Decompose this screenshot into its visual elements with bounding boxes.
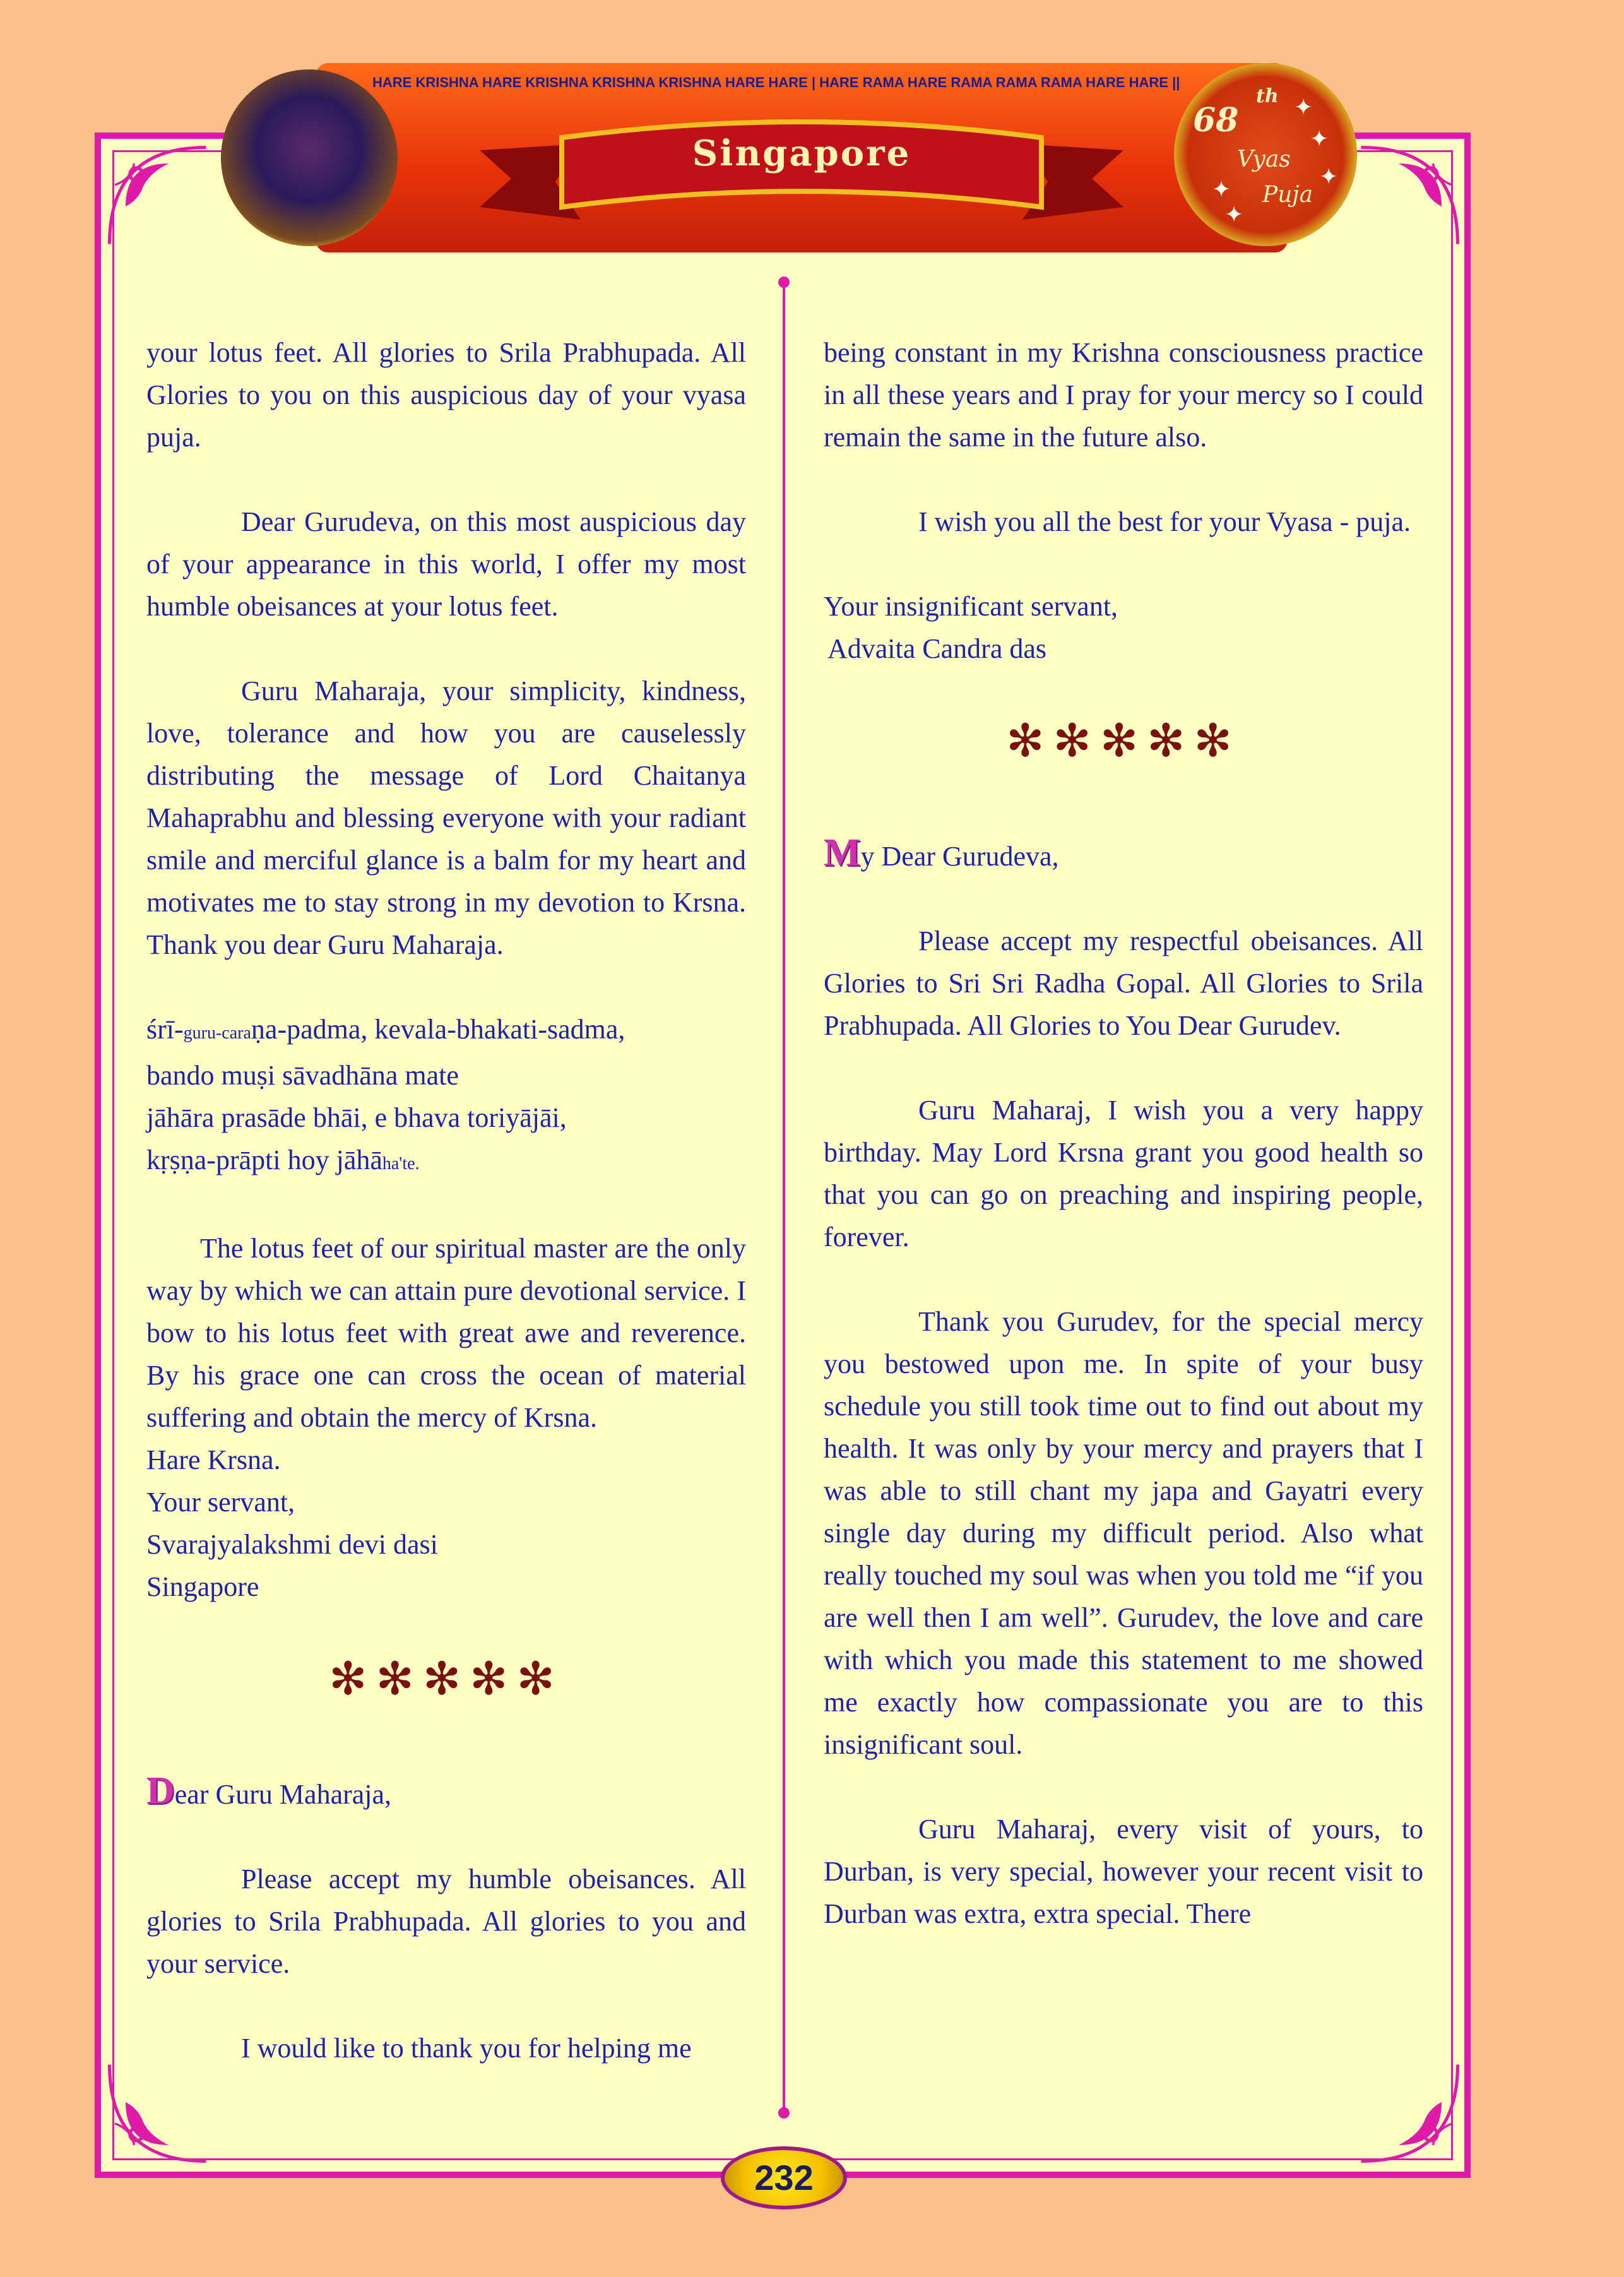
drop-cap: M [824,831,861,874]
sparkle-icon: ✦ [1310,126,1329,152]
signature-line: Hare Krsna. [146,1444,281,1475]
sparkle-icon: ✦ [1224,202,1244,228]
paragraph: Guru Maharaj, I wish you a very happy birthday. May Lord Krsna grant you good health so that you can go on preaching and inspiring people, forever. [824,1095,1423,1252]
right-column [824,331,1423,1935]
paragraph: Thank you Gurudev, for the special mercy you bestowed upon me. In spite of your busy schedule you still took time out to find out about my health. It was only by your mercy and prayers that I was able to still chant my japa and Gayatri every single day during my difficult period. Also what really touched my soul was when you told me “if you are well then I am well”. Gurudev, the love and care with which you made this statement to me showed me exactly how compassionate you are to this insignificant soul. [824,1306,1423,1760]
badge-puja: Puja [1262,182,1313,208]
signature-name: Advaita Candra das [827,633,1046,664]
sparkle-icon: ✦ [1294,95,1313,121]
signature-name: Svarajyalakshmi devi dasi [146,1529,438,1560]
verse-line: śrī-guru-caraṇa-padma, kevala-bhakati-sadma, [146,1014,625,1045]
drop-cap: D [146,1769,175,1812]
badge-suffix: th [1256,85,1279,107]
signature-line: Your insignificant servant, [824,591,1118,622]
sparkle-icon: ✦ [1212,177,1231,203]
paragraph: your lotus feet. All glories to Srila Prabhupada. All Glories to you on this auspicious day of your vyasa puja. [146,337,746,453]
sparkle-icon: ✦ [1319,164,1339,190]
divider-dot-top [778,276,790,288]
paragraph: I wish you all the best for your Vyasa - puja. [918,506,1411,537]
ribbon-graphic [454,112,1149,239]
corner-ornament-top-left [104,142,211,249]
paragraph: Guru Maharaja, your simplicity, kindness, love, tolerance and how you are causelessly distributing the message of Lord Chaitanya Mahaprabhu and blessing everyone with your radiant smile and merciful glance is a balm for my heart and motivates me to stay strong in my devotion to Krsna. Thank you dear Guru Maharaja. [146,675,746,960]
verse [146,1008,746,1185]
greeting: Dear Guru Maharaja, [146,1769,392,1812]
banner-title: Singapore [692,133,911,174]
paragraph: Please accept my respectful obeisances. All Glories to Sri Sri Radha Gopal. All Glories to Srila Prabhupada. All Glories to You Dear Gurudev. [824,925,1423,1041]
mantra-line: HARE KRISHNA HARE KRISHNA KRISHNA KRISHNA HARE HARE | HARE RAMA HARE RAMA RAMA RAMA HARE HARE || [372,74,1180,90]
paragraph: The lotus feet of our spiritual master are the only way by which we can attain pure devotional service. I bow to his lotus feet with great awe and reverence. By his grace one can cross the ocean of material suffering and obtain the mercy of Krsna. [146,1233,746,1433]
paragraph: being constant in my Krishna consciousness practice in all these years and I pray for your mercy so I could remain the same in the future also. [824,337,1423,453]
column-divider [783,283,785,2114]
signature-location: Singapore [146,1571,259,1602]
paragraph: Dear Gurudeva, on this most auspicious day of your appearance in this world, I offer my most humble obeisances at your lotus feet. [146,506,746,622]
verse-line: jāhāra prasāde bhāi, e bhava toriyājāi, [146,1102,567,1133]
corner-ornament-bottom-left [104,2059,211,2167]
paragraph: Please accept my humble obeisances. All glories to Srila Prabhupada. All glories to you and your service. [146,1864,746,1979]
paragraph: Guru Maharaj, every visit of yours, to Durban, is very special, however your recent visit to Durban was extra, extra special. There [824,1814,1423,1929]
separator-stars: ✻✻✻✻✻ [329,1652,564,1705]
paragraph: I would like to thank you for helping me [241,2033,692,2064]
badge-number: 68 [1193,101,1239,140]
verse-line: bando muṣi sāvadhāna mate [146,1060,459,1091]
left-column [146,331,746,2069]
corner-ornament-top-right [1356,142,1463,249]
divider-dot-bottom [778,2107,790,2119]
page-number: 232 [721,2146,847,2209]
separator-stars: ✻✻✻✻✻ [1006,714,1241,767]
badge-vyas: Vyas [1237,146,1291,172]
deity-medallion [221,69,398,246]
corner-ornament-bottom-right [1356,2059,1463,2167]
greeting: My Dear Gurudeva, [824,831,1059,874]
verse-line: kṛṣṇa-prāpti hoy jāhāha'te. [146,1144,420,1175]
signature-line: Your servant, [146,1487,295,1518]
